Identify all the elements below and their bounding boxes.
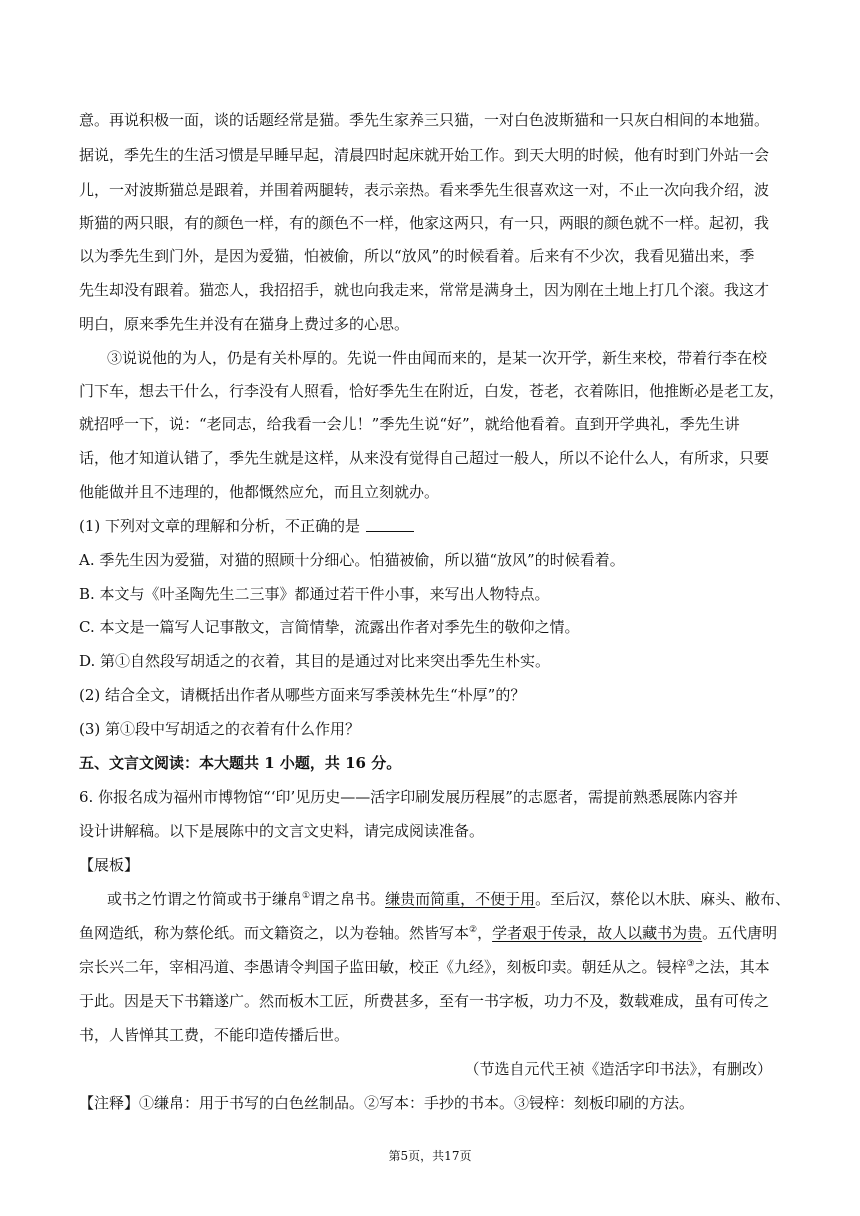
classical-line-3 [79, 957, 770, 977]
section-5-heading: 五、文言文阅读：本大题共 1 小题，共 16 分。 [79, 754, 402, 772]
classical-line-1-a: 或书之竹谓之竹简或书于缣帛 [107, 890, 303, 908]
option-c: C. 本文是一篇写人记事散文，言简情挚，流露出作者对季先生的敬仰之情。 [79, 618, 580, 636]
para-cat-line-6: 先生却没有跟着。猫恋人，我招招手，就也向我走来，常常是满身土，因为刚在土地上打几个滚。我这才 [79, 281, 770, 299]
para-cat-line-2: 据说，季先生的生活习惯是早睡早起，清晨四时起床就开始工作。到天大明的时候，他有时到门外站一会 [79, 146, 770, 164]
notes: 【注释】①缣帛：用于书写的白色丝制品。②写本：手抄的书本。③锓梓：刻板印刷的方法。 [79, 1094, 695, 1112]
question-1-stem-text: (1) 下列对文章的理解和分析，不正确的是 [79, 517, 361, 535]
underlined-sentence-1: 缣贵而简重，不便于用 [385, 890, 536, 908]
para-cat-line-4: 斯猫的两只眼，有的颜色一样，有的颜色不一样，他家这两只，有一只，两眼的颜色就不一样。起初，我 [79, 214, 770, 232]
para-cat-line-3: 儿，一对波斯猫总是跟着，并围着两腿转，表示亲热。看来季先生很喜欢这一对，不止一次向我介绍，波 [79, 181, 770, 199]
question-3: (3) 第①段中写胡适之的衣着有什么作用？ [79, 720, 361, 738]
answer-blank [366, 517, 414, 532]
classical-line-5: 书，人皆惮其工费，不能印造传播后世。 [79, 1026, 350, 1044]
para-cat-line-1: 意。再说积极一面，谈的话题经常是猫。季先生家养三只猫，一对白色波斯猫和一只灰白相间的本地猫。 [79, 111, 770, 129]
classical-line-1 [107, 889, 790, 909]
para-cat-line-5: 以为季先生到门外，是因为爱猫，怕被偷，所以“放风”的时候看着。后来有不少次，我看见猫出来，季 [79, 247, 755, 265]
note-marker-3: ③ [686, 959, 695, 969]
para3-line-2: 门下车，想去干什么，行李没有人照看，恰好季先生在附近，白发，苍老，衣着陈旧，他推断必是老工友， [79, 382, 785, 400]
classical-line-2 [79, 923, 777, 943]
question-6-line-1: 6. 你报名成为福州市博物馆“‘印’见历史——活字印刷发展历程展”的志愿者，需提前熟悉展陈内容并 [79, 788, 738, 806]
option-d: D. 第①自然段写胡适之的衣着，其目的是通过对比来突出季先生朴实。 [79, 652, 551, 670]
classical-line-3-a: 宗长兴二年，宰相冯道、李愚请令判国子监田敏，校正《九经》，刻板印卖。朝廷从之。锓梓 [79, 958, 687, 976]
para3-line-3: 就招呼一下，说：“老同志，给我看一会儿！”季先生说“好”，就给他看着。直到开学典礼，季先生讲 [79, 415, 740, 433]
classical-line-4: 于此。因是天下书籍遂广。然而板木工匠，所费甚多，至有一书字板，功力不及，数载难成，虽有可传之 [79, 992, 770, 1010]
classical-line-1-b: 谓之帛书。 [310, 890, 386, 908]
classical-line-2-a: 鱼网造纸，称为蔡伦纸。而文籍资之，以为卷轴。然皆写本 [79, 924, 470, 942]
question-2: (2) 结合全文，请概括出作者从哪些方面来写季羡林先生“朴厚”的？ [79, 686, 526, 704]
note-marker-2: ② [469, 925, 478, 935]
option-a: A. 季先生因为爱猫，对猫的照顾十分细心。怕猫被偷，所以猫“放风”的时候看着。 [79, 551, 625, 569]
note-marker-1: ① [302, 891, 311, 901]
classical-line-3-b: 之法，其本 [694, 958, 770, 976]
source-citation: （节选自元代王祯《造活字印书法》，有删改） [464, 1060, 772, 1078]
underlined-sentence-2: 学者艰于传录，故人以藏书为贵 [492, 924, 703, 942]
classical-line-2-b: ， [477, 924, 493, 942]
classical-line-1-c: 。至后汉，蔡伦以木肤、麻头、敝布、 [535, 890, 791, 908]
para-cat-line-7: 明白，原来季先生并没有在猫身上费过多的心思。 [79, 315, 410, 333]
para3-line-4: 话，他才知道认错了，季先生就是这样，从来没有觉得自己超过一般人，所以不论什么人，有所求，只要 [79, 449, 770, 467]
board-label: 【展板】 [79, 856, 140, 874]
para3-line-5: 他能做并且不违理的，他都慨然应允，而且立刻就办。 [79, 483, 440, 501]
question-1-stem [79, 516, 414, 536]
option-b: B. 本文与《叶圣陶先生二三事》都通过若干件小事，来写出人物特点。 [79, 585, 550, 603]
page-footer: 第5页，共17页 [388, 1149, 472, 1163]
question-6-line-2: 设计讲解稿。以下是展陈中的文言文史料，请完成阅读准备。 [79, 822, 485, 840]
classical-line-2-c: 。五代唐明 [702, 924, 778, 942]
para3-line-1: ③说说他的为人，仍是有关朴厚的。先说一件由闻而来的，是某一次开学，新生来校，带着行李在校 [107, 349, 768, 367]
